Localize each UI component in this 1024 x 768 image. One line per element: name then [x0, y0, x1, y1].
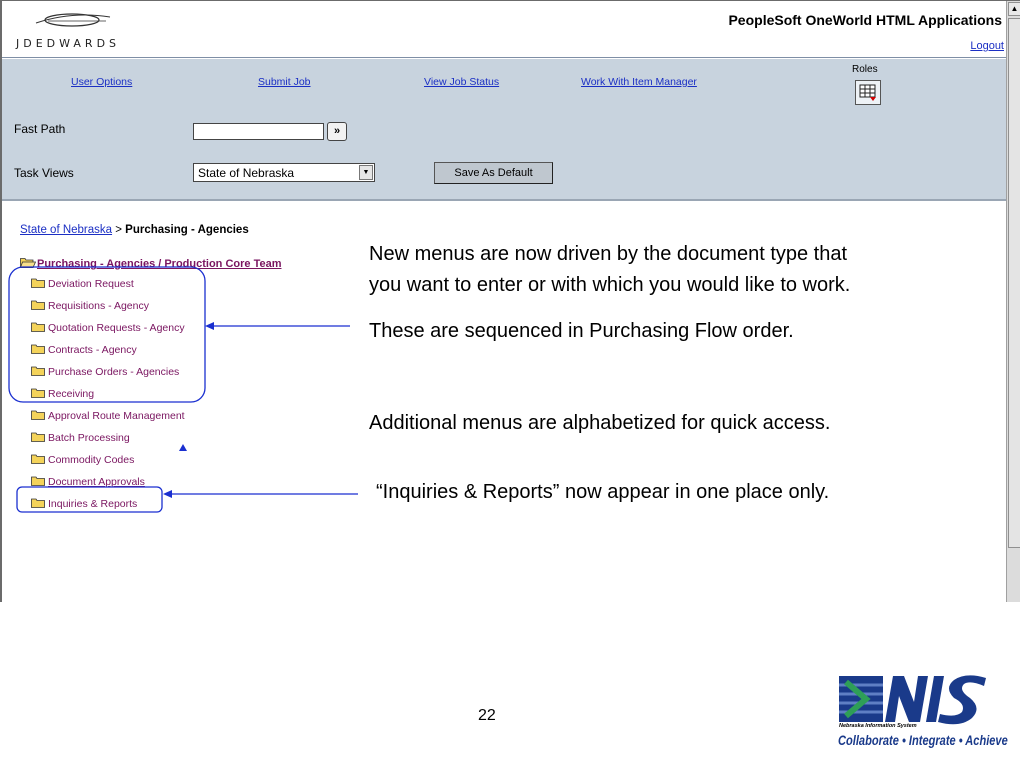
note-line-2: you want to enter or with which you would like to work.	[369, 274, 851, 296]
note-line-4: Additional menus are alphabetized for quick access.	[369, 412, 831, 434]
folder-icon	[31, 300, 45, 310]
folder-icon	[31, 344, 45, 354]
menu-item-commodity-codes[interactable]: Commodity Codes	[31, 454, 134, 466]
menu-item-contracts-agency[interactable]: Contracts - Agency	[31, 344, 137, 356]
breadcrumb-link-state-of-nebraska[interactable]: State of Nebraska	[20, 224, 113, 236]
folder-icon	[31, 366, 45, 376]
note-line-3: These are sequenced in Purchasing Flow order.	[369, 320, 794, 342]
submit-job-link[interactable]: Submit Job	[258, 76, 311, 88]
scroll-up-arrow-icon[interactable]: ▲	[1008, 2, 1020, 16]
jdedwards-logo	[14, 7, 144, 53]
app-header	[2, 1, 1006, 58]
folder-icon	[31, 278, 45, 288]
task-views-label: Task Views	[14, 166, 74, 180]
app-title: PeopleSoft OneWorld HTML Applications	[728, 12, 1002, 28]
folder-icon	[31, 410, 45, 420]
note-line-1: New menus are now driven by the document type that	[369, 243, 848, 265]
folder-icon	[31, 432, 45, 442]
task-views-selected-value: State of Nebraska	[198, 166, 295, 180]
folder-icon	[31, 322, 45, 332]
view-job-status-link[interactable]: View Job Status	[424, 76, 500, 88]
fast-path-input[interactable]	[193, 123, 324, 140]
task-views-select[interactable]	[193, 163, 375, 182]
breadcrumb-current: Purchasing - Agencies	[125, 224, 249, 236]
menu-item-receiving[interactable]: Receiving	[31, 388, 94, 400]
user-options-link[interactable]: User Options	[71, 76, 133, 88]
vertical-scrollbar[interactable]	[1006, 1, 1020, 602]
logo-wordmark: JDEDWARDS	[16, 37, 121, 50]
menu-item-approval-route-management[interactable]: Approval Route Management	[31, 410, 185, 422]
roles-label: Roles	[852, 64, 878, 75]
menu-item-deviation-request[interactable]: Deviation Request	[31, 278, 134, 290]
menu-item-requisitions-agency[interactable]: Requisitions - Agency	[31, 300, 149, 312]
swoosh-icon	[14, 7, 144, 37]
open-folder-icon	[20, 257, 36, 268]
menu-item-quotation-requests-agency[interactable]: Quotation Requests - Agency	[31, 322, 185, 334]
toolbar	[2, 59, 1006, 201]
folder-icon	[31, 476, 45, 486]
breadcrumb	[20, 224, 249, 236]
folder-icon	[31, 388, 45, 398]
folder-icon	[31, 454, 45, 464]
menu-item-document-approvals[interactable]: Document Approvals	[31, 476, 145, 488]
logout-link[interactable]: Logout	[970, 40, 1004, 52]
menu-item-inquiries-reports[interactable]: Inquiries & Reports	[31, 498, 137, 510]
note-line-5: “Inquiries & Reports” now appear in one place only.	[376, 481, 830, 503]
tree-root-label: Purchasing - Agencies / Production Core Team	[37, 258, 282, 270]
roles-button[interactable]	[855, 80, 881, 105]
chevron-down-icon[interactable]: ▼	[359, 165, 373, 180]
save-as-default-button[interactable]: Save As Default	[434, 162, 553, 184]
work-with-item-manager-link[interactable]: Work With Item Manager	[581, 76, 697, 88]
page-number: 22	[478, 707, 496, 724]
nis-subtitle: Nebraska Information System	[839, 723, 917, 729]
scrollbar-thumb[interactable]	[1008, 18, 1020, 548]
menu-item-batch-processing[interactable]: Batch Processing	[31, 432, 130, 444]
menu-item-purchase-orders-agencies[interactable]: Purchase Orders - Agencies	[31, 366, 179, 378]
nis-tagline: Collaborate • Integrate • Achieve	[838, 733, 1008, 748]
folder-icon	[31, 498, 45, 508]
roles-grid-icon	[856, 81, 880, 104]
fast-path-go-button[interactable]: »	[327, 122, 347, 141]
fast-path-label: Fast Path	[14, 122, 66, 136]
tree-root-purchasing-agencies[interactable]	[20, 257, 282, 270]
breadcrumb-separator: >	[112, 224, 126, 236]
